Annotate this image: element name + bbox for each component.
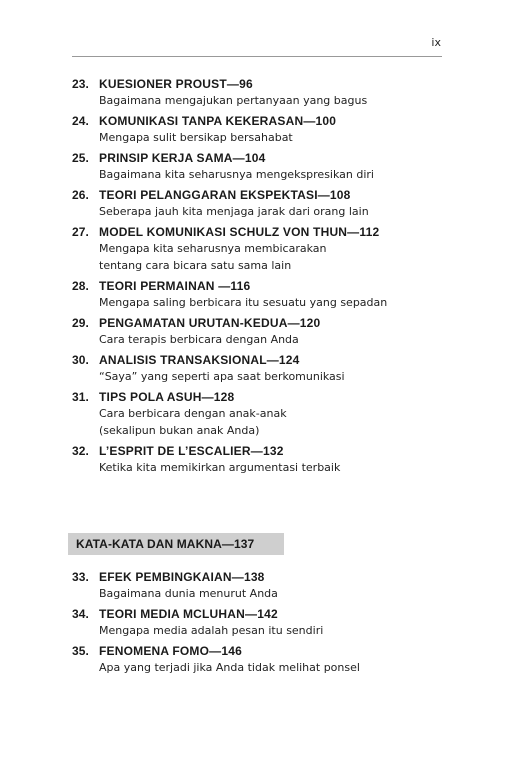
toc-list <box>72 76 452 480</box>
entry-subtitle: Cara berbicara dengan anak-anak (sekalipun bukan anak Anda) <box>99 407 287 437</box>
toc-entry-24 <box>72 113 452 146</box>
entry-number: 30. <box>72 353 89 367</box>
entry-subtitle: Apa yang terjadi jika Anda tidak melihat ponsel <box>99 661 360 674</box>
toc-entry-23 <box>72 76 452 109</box>
toc-entry-31 <box>72 389 452 439</box>
page-number: ix <box>431 36 441 49</box>
entry-title: EFEK PEMBINGKAIAN—138 <box>99 570 265 584</box>
toc-entry-34 <box>72 606 452 639</box>
entry-title: L’ESPRIT DE L’ESCALIER—132 <box>99 444 284 458</box>
entry-title: PRINSIP KERJA SAMA—104 <box>99 151 266 165</box>
entry-number: 33. <box>72 570 89 584</box>
entry-title: MODEL KOMUNIKASI SCHULZ VON THUN—112 <box>99 225 380 239</box>
entry-title: TEORI PELANGGARAN EKSPEKTASI—108 <box>99 188 351 202</box>
entry-title: KUESIONER PROUST—96 <box>99 77 253 91</box>
entry-title: KOMUNIKASI TANPA KEKERASAN—100 <box>99 114 337 128</box>
entry-number: 31. <box>72 390 89 404</box>
section-toc-list <box>72 569 452 680</box>
toc-entry-33 <box>72 569 452 602</box>
entry-title: FENOMENA FOMO—146 <box>99 644 242 658</box>
entry-number: 23. <box>72 77 89 91</box>
entry-title: TIPS POLA ASUH—128 <box>99 390 235 404</box>
header-rule <box>72 56 442 57</box>
entry-title: ANALISIS TRANSAKSIONAL—124 <box>99 353 300 367</box>
entry-number: 32. <box>72 444 89 458</box>
entry-number: 24. <box>72 114 89 128</box>
entry-number: 27. <box>72 225 89 239</box>
entry-number: 25. <box>72 151 89 165</box>
entry-title: TEORI PERMAINAN —116 <box>99 279 251 293</box>
entry-number: 35. <box>72 644 89 658</box>
section-heading: KATA-KATA DAN MAKNA—137 <box>68 533 284 555</box>
entry-subtitle: Mengapa media adalah pesan itu sendiri <box>99 624 324 637</box>
entry-subtitle: Seberapa jauh kita menjaga jarak dari orang lain <box>99 205 369 218</box>
toc-entry-27 <box>72 224 452 274</box>
toc-entry-35 <box>72 643 452 676</box>
entry-subtitle: Mengapa saling berbicara itu sesuatu yang sepadan <box>99 296 388 309</box>
entry-subtitle: Cara terapis berbicara dengan Anda <box>99 333 299 346</box>
entry-number: 34. <box>72 607 89 621</box>
entry-number: 28. <box>72 279 89 293</box>
toc-entry-25 <box>72 150 452 183</box>
entry-subtitle: Mengapa sulit bersikap bersahabat <box>99 131 293 144</box>
toc-entry-30 <box>72 352 452 385</box>
toc-entry-29 <box>72 315 452 348</box>
entry-title: TEORI MEDIA MCLUHAN—142 <box>99 607 278 621</box>
entry-subtitle: Mengapa kita seharusnya membicarakan tentang cara bicara satu sama lain <box>99 242 327 272</box>
entry-title: PENGAMATAN URUTAN-KEDUA—120 <box>99 316 321 330</box>
toc-entry-32 <box>72 443 452 476</box>
toc-entry-26 <box>72 187 452 220</box>
entry-subtitle: “Saya” yang seperti apa saat berkomunikasi <box>99 370 345 383</box>
entry-number: 29. <box>72 316 89 330</box>
entry-subtitle: Ketika kita memikirkan argumentasi terbaik <box>99 461 341 474</box>
entry-subtitle: Bagaimana dunia menurut Anda <box>99 587 278 600</box>
entry-subtitle: Bagaimana mengajukan pertanyaan yang bagus <box>99 94 368 107</box>
entry-number: 26. <box>72 188 89 202</box>
entry-subtitle: Bagaimana kita seharusnya mengekspresikan diri <box>99 168 374 181</box>
toc-entry-28 <box>72 278 452 311</box>
